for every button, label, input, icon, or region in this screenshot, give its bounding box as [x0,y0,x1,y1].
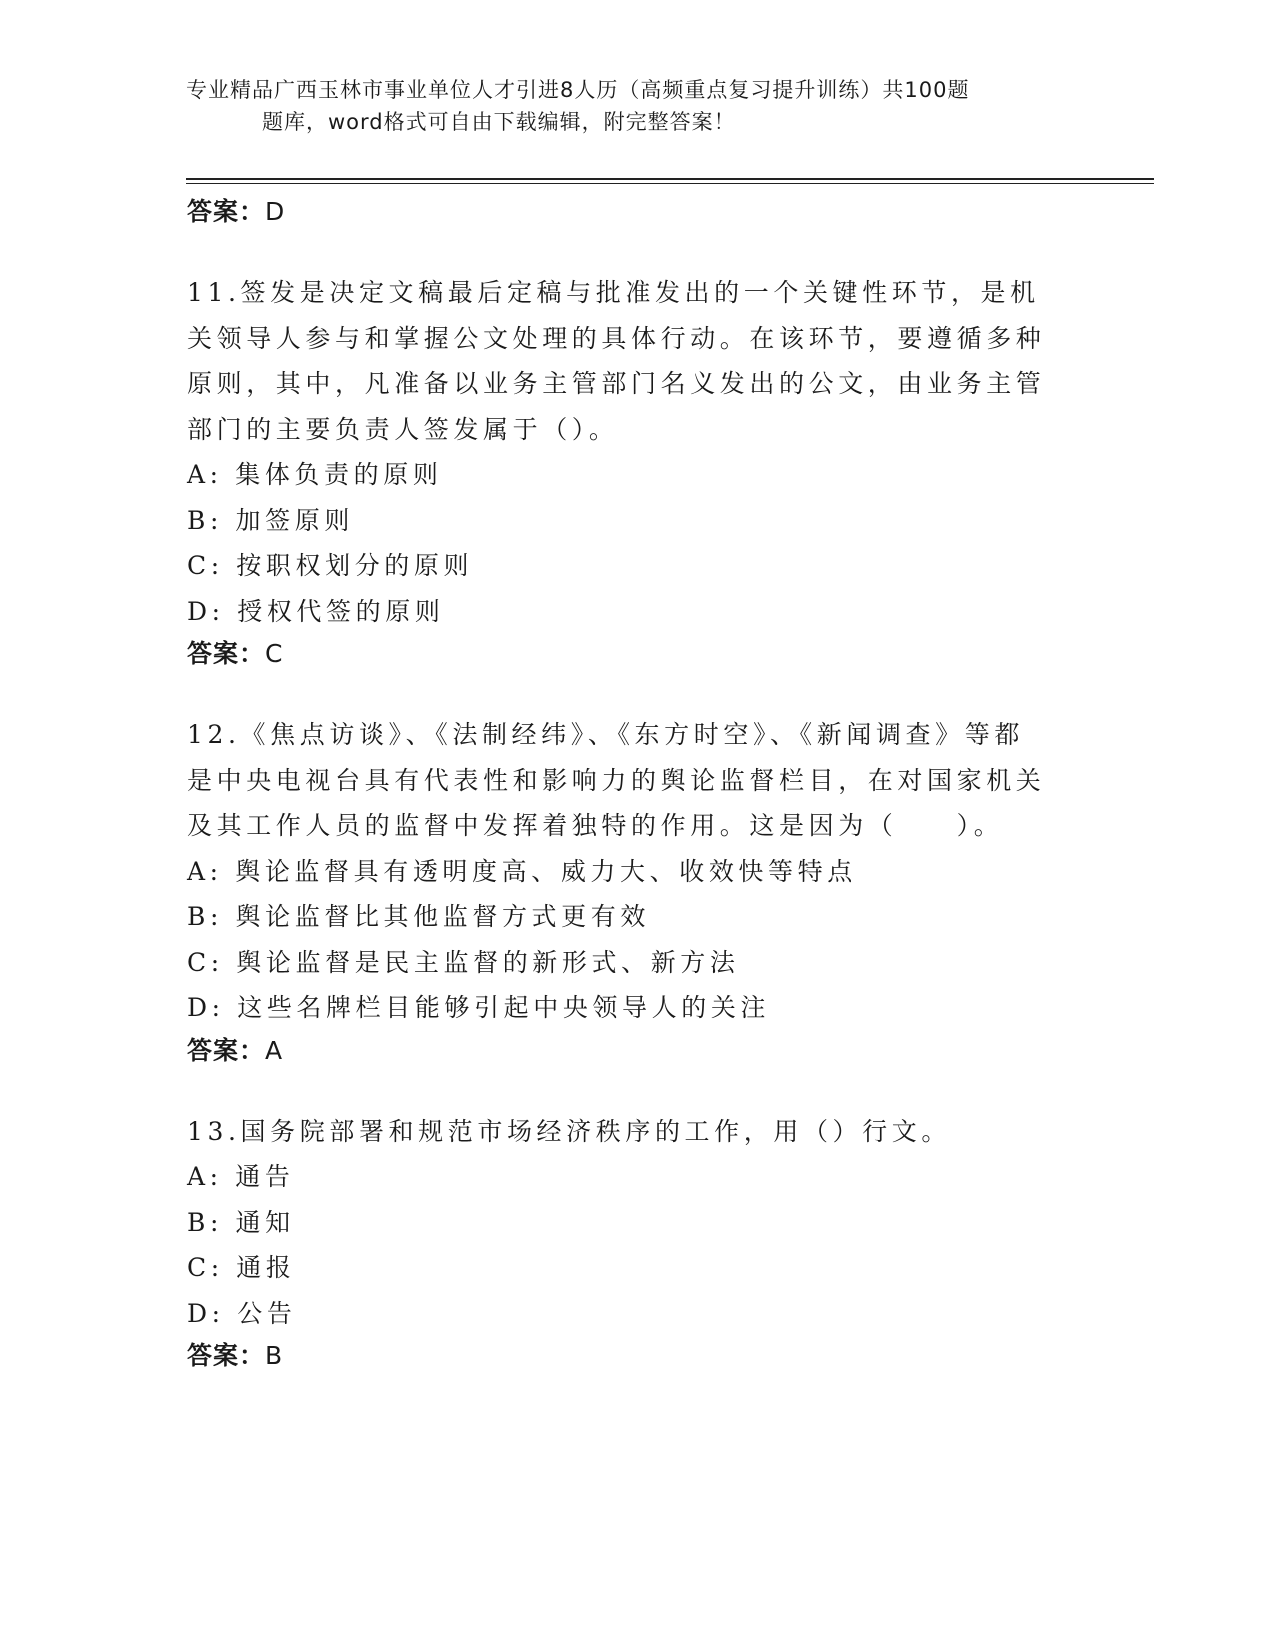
option-a: A: 集体负责的原则 [187,460,443,489]
question-text: 13.国务院部署和规范市场经济秩序的工作，用（）行文。 [187,1116,951,1146]
question-text: 11.签发是决定文稿最后定稿与批准发出的一个关键性环节，是机关领导人参与和掌握公文处理的具体行动。在该环节，要遵循多种原则，其中，凡准备以业务主管部门名义发出的公文，由业务主管部门的主要负责人签发属于（）。 [187,278,1046,444]
option-d: D: 这些名牌栏目能够引起中央领导人的关注 [187,993,771,1022]
answer-line [187,1031,1087,1071]
header-rule-thick [186,178,1154,180]
option-b: B: 加签原则 [187,505,354,535]
option-c: C: 按职权划分的原则 [187,551,474,580]
answer-label: 答案： [187,1341,266,1370]
page-header [186,74,1086,138]
question-list [187,192,1087,1376]
answer-line [187,634,1087,674]
option-b: B: 通知 [187,1207,295,1237]
answer-label: 答案： [187,639,266,668]
option-c: C: 通报 [187,1253,296,1282]
answer-line [187,1336,1087,1376]
option-a: A: 通告 [187,1162,295,1191]
option-d: D: 授权代签的原则 [187,596,445,626]
answer-label: 答案： [187,197,266,226]
option-c: C: 舆论监督是民主监督的新形式、新方法 [187,947,740,977]
option-d: D: 公告 [187,1298,297,1328]
answer-value: B [265,1341,284,1370]
question-block [187,270,1087,674]
header-title-line2: 题库，word格式可自由下载编辑，附完整答案！ [262,110,736,134]
question-block [187,712,1087,1071]
answer-line [187,192,1087,232]
header-rule-thin [186,183,1154,184]
question-block [187,1109,1087,1377]
option-b: B: 舆论监督比其他监督方式更有效 [187,902,650,931]
header-title-line1: 专业精品广西玉林市事业单位人才引进8人历（高频重点复习提升训练）共100题 [186,78,970,102]
answer-value: C [265,639,284,668]
option-a: A: 舆论监督具有透明度高、威力大、收效快等特点 [187,856,857,886]
question-text: 12.《焦点访谈》、《法制经纬》、《东方时空》、《新闻调查》等都是中央电视台具有代表性和影响力的舆论监督栏目，在对国家机关及其工作人员的监督中发挥着独特的作用。这是因为（ ）。 [187,720,1046,840]
answer-value: A [265,1035,284,1065]
answer-label: 答案： [187,1035,266,1065]
answer-value: D [265,197,286,226]
